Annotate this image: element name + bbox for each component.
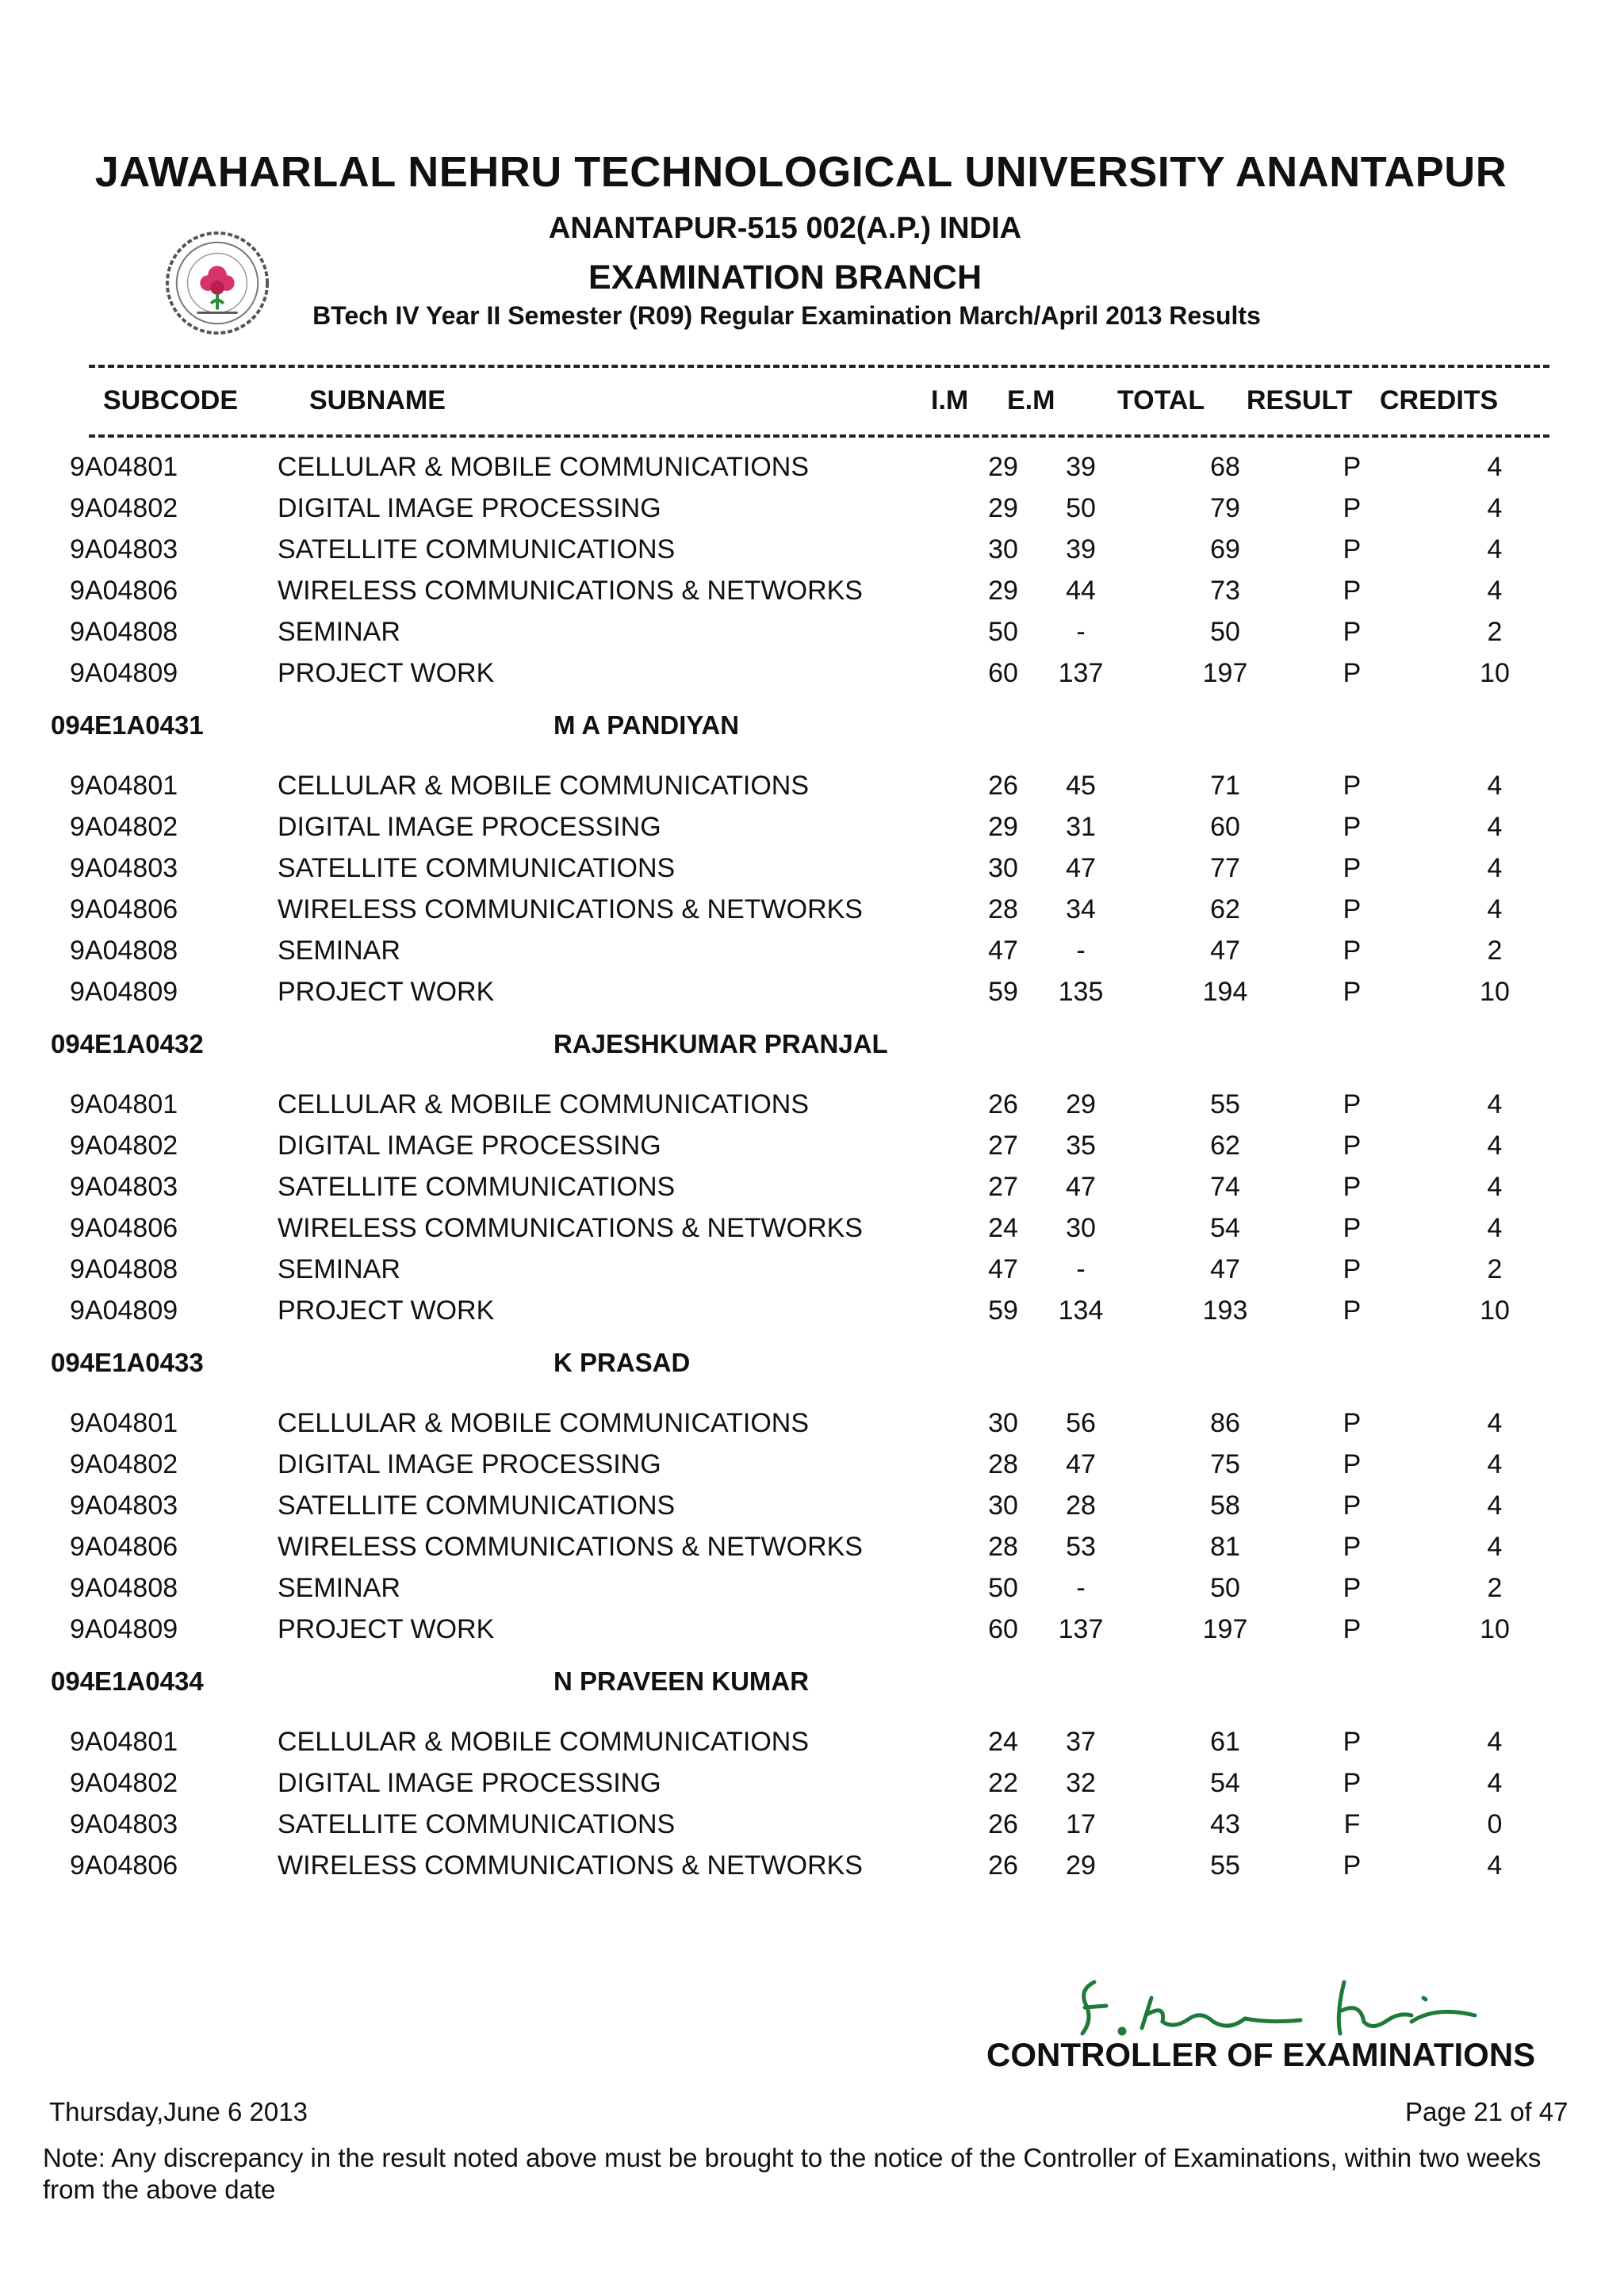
result-date: Thursday,June 6 2013 (49, 2097, 308, 2126)
cell-em: 39 (1066, 534, 1096, 564)
cell-credits: 10 (1480, 977, 1510, 1007)
cell-credits: 4 (1487, 1131, 1503, 1161)
student-hallticket: 094E1A0431 (51, 710, 204, 740)
cell-em: 53 (1066, 1532, 1096, 1562)
cell-total: 43 (1210, 1809, 1240, 1839)
cell-em: 44 (1066, 576, 1096, 606)
cell-code: 9A04806 (70, 894, 178, 924)
result-row (0, 1573, 1624, 1614)
cell-credits: 4 (1487, 1213, 1503, 1243)
cell-code: 9A04803 (70, 1490, 178, 1521)
cell-name: SEMINAR (278, 1573, 400, 1603)
student-name: N PRAVEEN KUMAR (553, 1667, 810, 1696)
exam-title: BTech IV Year II Semester (R09) Regular Examination March/April 2013 Results (312, 301, 1261, 330)
cell-name: PROJECT WORK (278, 1614, 495, 1644)
cell-total: 50 (1210, 1573, 1240, 1603)
cell-im: 30 (988, 853, 1018, 883)
cell-credits: 4 (1487, 534, 1503, 564)
cell-code: 9A04803 (70, 1809, 178, 1839)
cell-total: 74 (1210, 1172, 1240, 1202)
cell-total: 75 (1210, 1449, 1240, 1479)
cell-code: 9A04809 (70, 977, 178, 1007)
cell-total: 193 (1202, 1295, 1248, 1326)
cell-result: P (1342, 1850, 1362, 1881)
cell-code: 9A04808 (70, 936, 178, 966)
cell-name: SATELLITE COMMUNICATIONS (278, 1809, 676, 1839)
result-row (0, 936, 1624, 977)
result-row (0, 1532, 1624, 1573)
cell-credits: 4 (1487, 771, 1503, 801)
cell-im: 27 (988, 1131, 1018, 1161)
col-subname: SUBNAME (309, 385, 446, 415)
cell-result: P (1342, 493, 1362, 523)
cell-name: DIGITAL IMAGE PROCESSING (278, 1449, 661, 1479)
col-total: TOTAL (1117, 385, 1205, 415)
cell-im: 24 (988, 1727, 1018, 1757)
cell-total: 197 (1202, 658, 1248, 688)
cell-result: P (1342, 576, 1362, 606)
student-hallticket: 094E1A0432 (51, 1029, 204, 1058)
cell-em: 137 (1058, 658, 1104, 688)
cell-em: 45 (1066, 771, 1096, 801)
cell-name: CELLULAR & MOBILE COMMUNICATIONS (278, 1408, 810, 1438)
cell-name: WIRELESS COMMUNICATIONS & NETWORKS (278, 1213, 863, 1243)
page-number: Page 21 of 47 (1405, 2097, 1568, 2126)
cell-code: 9A04806 (70, 576, 178, 606)
cell-result: P (1342, 1532, 1362, 1562)
result-row (0, 1295, 1624, 1337)
cell-im: 59 (988, 1295, 1018, 1326)
cell-result: P (1342, 1727, 1362, 1757)
cell-name: CELLULAR & MOBILE COMMUNICATIONS (278, 771, 810, 801)
cell-name: DIGITAL IMAGE PROCESSING (278, 1768, 661, 1798)
cell-result: P (1342, 1089, 1362, 1119)
student-heading (0, 710, 1624, 750)
cell-em: 137 (1058, 1614, 1104, 1644)
result-row (0, 1768, 1624, 1809)
result-row (0, 1172, 1624, 1213)
cell-im: 47 (988, 1254, 1018, 1284)
result-row (0, 617, 1624, 658)
cell-name: SATELLITE COMMUNICATIONS (278, 1490, 676, 1521)
cell-total: 62 (1210, 1131, 1240, 1161)
cell-result: P (1342, 812, 1362, 842)
cell-code: 9A04803 (70, 1172, 178, 1202)
cell-code: 9A04809 (70, 658, 178, 688)
result-row (0, 1850, 1624, 1892)
cell-total: 61 (1210, 1727, 1240, 1757)
cell-im: 30 (988, 1408, 1018, 1438)
cell-result: P (1342, 617, 1362, 647)
cell-name: SATELLITE COMMUNICATIONS (278, 1172, 676, 1202)
cell-credits: 4 (1487, 576, 1503, 606)
cell-name: SATELLITE COMMUNICATIONS (278, 853, 676, 883)
university-address: ANANTAPUR-515 002(A.P.) INDIA (548, 212, 1022, 245)
cell-em: 50 (1066, 493, 1096, 523)
cell-credits: 4 (1487, 1727, 1503, 1757)
cell-name: WIRELESS COMMUNICATIONS & NETWORKS (278, 1850, 863, 1881)
cell-credits: 0 (1487, 1809, 1503, 1839)
result-row (0, 1809, 1624, 1850)
cell-im: 22 (988, 1768, 1018, 1798)
cell-total: 197 (1202, 1614, 1248, 1644)
cell-result: P (1342, 894, 1362, 924)
cell-name: SEMINAR (278, 1254, 400, 1284)
cell-code: 9A04809 (70, 1614, 178, 1644)
cell-credits: 4 (1487, 1768, 1503, 1798)
student-hallticket: 094E1A0433 (51, 1348, 204, 1377)
cell-total: 68 (1210, 452, 1240, 482)
student-heading (0, 1348, 1624, 1387)
cell-name: DIGITAL IMAGE PROCESSING (278, 812, 661, 842)
cell-em: 35 (1066, 1131, 1096, 1161)
cell-result: P (1342, 977, 1362, 1007)
cell-code: 9A04808 (70, 1254, 178, 1284)
cell-result: P (1342, 658, 1362, 688)
cell-im: 24 (988, 1213, 1018, 1243)
result-row (0, 576, 1624, 617)
cell-em: - (1076, 617, 1086, 647)
cell-credits: 2 (1487, 936, 1503, 966)
cell-total: 55 (1210, 1850, 1240, 1881)
cell-code: 9A04806 (70, 1850, 178, 1881)
cell-im: 26 (988, 1850, 1018, 1881)
result-row (0, 534, 1624, 576)
cell-name: DIGITAL IMAGE PROCESSING (278, 1131, 661, 1161)
cell-code: 9A04801 (70, 771, 178, 801)
cell-im: 60 (988, 658, 1018, 688)
cell-credits: 2 (1487, 1573, 1503, 1603)
cell-total: 71 (1210, 771, 1240, 801)
cell-name: WIRELESS COMMUNICATIONS & NETWORKS (278, 894, 863, 924)
result-row (0, 658, 1624, 699)
cell-im: 28 (988, 894, 1018, 924)
result-row (0, 894, 1624, 936)
result-row (0, 452, 1624, 493)
col-credits: CREDITS (1380, 385, 1499, 415)
result-row (0, 1213, 1624, 1254)
cell-result: P (1342, 1254, 1362, 1284)
cell-em: 28 (1066, 1490, 1096, 1521)
examination-branch: EXAMINATION BRANCH (588, 258, 982, 297)
cell-credits: 4 (1487, 853, 1503, 883)
cell-total: 54 (1210, 1768, 1240, 1798)
result-row (0, 1408, 1624, 1449)
cell-name: PROJECT WORK (278, 658, 495, 688)
cell-total: 86 (1210, 1408, 1240, 1438)
cell-em: 47 (1066, 1172, 1096, 1202)
cell-code: 9A04802 (70, 1768, 178, 1798)
cell-total: 81 (1210, 1532, 1240, 1562)
cell-em: 37 (1066, 1727, 1096, 1757)
cell-im: 26 (988, 771, 1018, 801)
cell-em: 135 (1058, 977, 1104, 1007)
result-row (0, 812, 1624, 853)
cell-name: CELLULAR & MOBILE COMMUNICATIONS (278, 1089, 810, 1119)
cell-result: P (1342, 1295, 1362, 1326)
cell-im: 28 (988, 1532, 1018, 1562)
cell-total: 194 (1202, 977, 1248, 1007)
cell-name: PROJECT WORK (278, 977, 495, 1007)
cell-im: 30 (988, 1490, 1018, 1521)
cell-result: P (1342, 1172, 1362, 1202)
result-row (0, 1131, 1624, 1172)
cell-code: 9A04801 (70, 1089, 178, 1119)
cell-im: 50 (988, 1573, 1018, 1603)
cell-em: 39 (1066, 452, 1096, 482)
cell-credits: 4 (1487, 1850, 1503, 1881)
result-row (0, 1727, 1624, 1768)
cell-credits: 4 (1487, 894, 1503, 924)
cell-code: 9A04802 (70, 493, 178, 523)
cell-code: 9A04801 (70, 452, 178, 482)
result-row (0, 493, 1624, 534)
cell-em: 47 (1066, 853, 1096, 883)
cell-result: P (1342, 1131, 1362, 1161)
cell-result: P (1342, 452, 1362, 482)
cell-im: 60 (988, 1614, 1018, 1644)
cell-im: 50 (988, 617, 1018, 647)
cell-total: 54 (1210, 1213, 1240, 1243)
cell-result: P (1342, 534, 1362, 564)
cell-em: - (1076, 1254, 1086, 1284)
cell-total: 55 (1210, 1089, 1240, 1119)
cell-total: 47 (1210, 1254, 1240, 1284)
cell-name: CELLULAR & MOBILE COMMUNICATIONS (278, 1727, 810, 1757)
student-hallticket: 094E1A0434 (51, 1667, 204, 1696)
result-row (0, 853, 1624, 894)
cell-name: SEMINAR (278, 936, 400, 966)
cell-code: 9A04803 (70, 853, 178, 883)
student-name: M A PANDIYAN (553, 710, 740, 740)
cell-result: P (1342, 771, 1362, 801)
cell-name: PROJECT WORK (278, 1295, 495, 1326)
cell-credits: 4 (1487, 1089, 1503, 1119)
cell-em: 32 (1066, 1768, 1096, 1798)
cell-result: P (1342, 1614, 1362, 1644)
result-row (0, 1614, 1624, 1655)
cell-em: 134 (1058, 1295, 1104, 1326)
cell-credits: 10 (1480, 1614, 1510, 1644)
cell-credits: 10 (1480, 1295, 1510, 1326)
cell-em: 30 (1066, 1213, 1096, 1243)
cell-im: 27 (988, 1172, 1018, 1202)
cell-total: 79 (1210, 493, 1240, 523)
cell-im: 30 (988, 534, 1018, 564)
result-row (0, 771, 1624, 812)
cell-credits: 4 (1487, 452, 1503, 482)
cell-result: P (1342, 1490, 1362, 1521)
cell-credits: 4 (1487, 493, 1503, 523)
result-row (0, 977, 1624, 1018)
cell-total: 69 (1210, 534, 1240, 564)
controller-signature (1063, 1958, 1507, 2045)
cell-em: - (1076, 936, 1086, 966)
cell-credits: 4 (1487, 1172, 1503, 1202)
cell-result: P (1342, 1408, 1362, 1438)
result-row (0, 1254, 1624, 1295)
cell-credits: 4 (1487, 812, 1503, 842)
cell-em: 17 (1066, 1809, 1096, 1839)
cell-result: P (1342, 1213, 1362, 1243)
cell-total: 50 (1210, 617, 1240, 647)
col-result: RESULT (1247, 385, 1353, 415)
student-heading (0, 1667, 1624, 1706)
cell-code: 9A04801 (70, 1408, 178, 1438)
col-im: I.M (931, 385, 969, 415)
cell-result: F (1343, 1809, 1361, 1839)
cell-name: SEMINAR (278, 617, 400, 647)
cell-credits: 2 (1487, 1254, 1503, 1284)
cell-credits: 10 (1480, 658, 1510, 688)
cell-im: 29 (988, 812, 1018, 842)
cell-im: 47 (988, 936, 1018, 966)
cell-em: 56 (1066, 1408, 1096, 1438)
cell-name: CELLULAR & MOBILE COMMUNICATIONS (278, 452, 810, 482)
cell-im: 26 (988, 1089, 1018, 1119)
cell-code: 9A04808 (70, 617, 178, 647)
cell-code: 9A04806 (70, 1213, 178, 1243)
cell-credits: 4 (1487, 1449, 1503, 1479)
cell-result: P (1342, 1449, 1362, 1479)
cell-total: 58 (1210, 1490, 1240, 1521)
result-row (0, 1089, 1624, 1131)
cell-total: 73 (1210, 576, 1240, 606)
cell-em: 29 (1066, 1850, 1096, 1881)
header-divider-top (89, 365, 1549, 368)
cell-im: 29 (988, 452, 1018, 482)
cell-em: 47 (1066, 1449, 1096, 1479)
cell-em: 31 (1066, 812, 1096, 842)
cell-im: 29 (988, 576, 1018, 606)
header-divider-bottom (89, 434, 1549, 438)
controller-label: CONTROLLER OF EXAMINATIONS (986, 2036, 1536, 2073)
cell-code: 9A04801 (70, 1727, 178, 1757)
discrepancy-note: Note: Any discrepancy in the result noted above must be brought to the notice of the Controller of Examinations, within two weeks from the above date (43, 2143, 1542, 2204)
cell-result: P (1342, 1573, 1362, 1603)
col-subcode: SUBCODE (103, 385, 239, 415)
cell-code: 9A04808 (70, 1573, 178, 1603)
university-title: JAWAHARLAL NEHRU TECHNOLOGICAL UNIVERSITY ANANTAPUR (94, 148, 1507, 196)
cell-total: 60 (1210, 812, 1240, 842)
cell-name: WIRELESS COMMUNICATIONS & NETWORKS (278, 1532, 863, 1562)
cell-result: P (1342, 1768, 1362, 1798)
cell-name: SATELLITE COMMUNICATIONS (278, 534, 676, 564)
cell-code: 9A04802 (70, 812, 178, 842)
cell-im: 26 (988, 1809, 1018, 1839)
cell-result: P (1342, 936, 1362, 966)
cell-total: 62 (1210, 894, 1240, 924)
cell-em: 34 (1066, 894, 1096, 924)
cell-result: P (1342, 853, 1362, 883)
result-row (0, 1490, 1624, 1532)
col-em: E.M (1007, 385, 1055, 415)
cell-code: 9A04803 (70, 534, 178, 564)
cell-code: 9A04809 (70, 1295, 178, 1326)
cell-em: 29 (1066, 1089, 1096, 1119)
cell-code: 9A04806 (70, 1532, 178, 1562)
cell-name: DIGITAL IMAGE PROCESSING (278, 493, 661, 523)
cell-credits: 4 (1487, 1532, 1503, 1562)
student-name: K PRASAD (553, 1348, 691, 1377)
cell-code: 9A04802 (70, 1449, 178, 1479)
cell-total: 77 (1210, 853, 1240, 883)
cell-im: 59 (988, 977, 1018, 1007)
cell-credits: 4 (1487, 1490, 1503, 1521)
cell-em: - (1076, 1573, 1086, 1603)
student-name: RAJESHKUMAR PRANJAL (553, 1029, 888, 1058)
cell-im: 28 (988, 1449, 1018, 1479)
cell-im: 29 (988, 493, 1018, 523)
student-heading (0, 1029, 1624, 1069)
cell-total: 47 (1210, 936, 1240, 966)
cell-credits: 4 (1487, 1408, 1503, 1438)
cell-credits: 2 (1487, 617, 1503, 647)
cell-code: 9A04802 (70, 1131, 178, 1161)
result-row (0, 1449, 1624, 1490)
cell-name: WIRELESS COMMUNICATIONS & NETWORKS (278, 576, 863, 606)
